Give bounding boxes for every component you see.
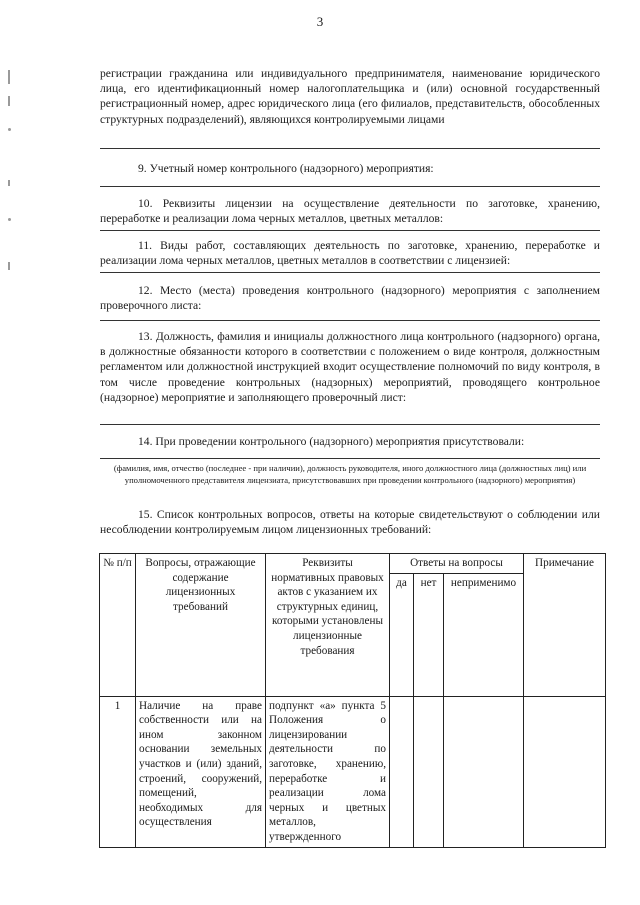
item-9-text: 9. Учетный номер контрольного (надзорного) мероприятия: <box>138 162 434 175</box>
scan-artifact <box>8 180 10 186</box>
table-row <box>100 696 606 847</box>
item-9 <box>100 161 600 176</box>
row-requisite: подпункт «а» пункта 5 Положения о лицензировании деятельности по заготовке, хранению, переработке и реализации лома черных и цветных металлов, утвержденного <box>266 696 390 847</box>
scan-artifact <box>8 70 10 84</box>
item-14-caption: (фамилия, имя, отчество (последнее - при наличии), должность руководителя, иного должностного лица (должностных лиц) или уполномоченного представителя лицензиата, присутствовавших при проведении контрольного (надзорного) мероприятия) <box>113 463 587 485</box>
fill-line <box>100 424 600 425</box>
item-15 <box>100 507 600 537</box>
item-12 <box>100 283 600 313</box>
item-14 <box>100 434 600 449</box>
item-13 <box>100 329 600 405</box>
header-note: Примечание <box>524 554 606 697</box>
item-11-text: 11. Виды работ, составляющих деятельность по заготовке, хранению, переработке и реализации лома черных металлов, цветных металлов в соответствии с лицензией: <box>100 239 600 268</box>
fill-line <box>100 458 600 459</box>
header-na: неприменимо <box>444 573 524 696</box>
item-15-text: 15. Список контрольных вопросов, ответы на которые свидетельствуют о соблюдении или несоблюдении контролируемым лицом лицензионных требований: <box>100 508 600 537</box>
scan-artifact <box>8 96 10 106</box>
fill-line <box>100 230 600 231</box>
header-questions: Вопросы, отражающие содержание лицензионных требований <box>136 554 266 697</box>
row-answer-yes[interactable] <box>390 696 414 847</box>
header-no: нет <box>414 573 444 696</box>
row-answer-no[interactable] <box>414 696 444 847</box>
row-answer-na[interactable] <box>444 696 524 847</box>
header-answers: Ответы на вопросы <box>390 554 524 574</box>
paragraph-registration-text: регистрации гражданина или индивидуального предпринимателя, наименование юридического лица, его идентификационный номер налогоплательщика и (или) основной государственный регистрационный номер, адрес юридического лица (его филиалов, представительств, обособленных структурных подразделений), являющихся контролируемыми лицами <box>100 67 600 126</box>
item-11 <box>100 238 600 268</box>
page-number: 3 <box>316 14 324 29</box>
fill-line <box>100 148 600 149</box>
checklist-table <box>99 553 606 848</box>
item-10-text: 10. Реквизиты лицензии на осуществление деятельности по заготовке, хранению, переработке и реализации лома черных металлов, цветных металлов: <box>100 197 600 226</box>
scan-artifact <box>8 262 10 270</box>
item-13-text: 13. Должность, фамилия и инициалы должностного лица контрольного (надзорного) органа, в должностные обязанности которого в соответствии с положением о виде контроля, должностным регламентом или должностной инструкцией входит осуществление полномочий по виду контроля, в том числе проведение контрольных (надзорных) мероприятий, проводящего контрольное (надзорное) мероприятие и заполняющего проверочный лист: <box>100 330 600 404</box>
table-header-row <box>100 554 606 574</box>
scan-artifact <box>8 218 11 221</box>
item-12-text: 12. Место (места) проведения контрольного (надзорного) мероприятия с заполнением проверочного листа: <box>100 284 600 313</box>
header-num: № п/п <box>100 554 136 697</box>
item-14-text: 14. При проведении контрольного (надзорного) мероприятия присутствовали: <box>138 435 525 448</box>
header-yes: да <box>390 573 414 696</box>
scan-artifact <box>8 128 11 131</box>
paragraph-registration <box>100 66 600 127</box>
item-10 <box>100 196 600 226</box>
row-note[interactable] <box>524 696 606 847</box>
fill-line <box>100 320 600 321</box>
fill-line <box>100 272 600 273</box>
row-question: Наличие на праве собственности или на ином законном основании земельных участков и (или) зданий, строений, сооружений, помещений, необходимых для осуществления <box>136 696 266 847</box>
row-num: 1 <box>100 696 136 847</box>
fill-line <box>100 186 600 187</box>
header-requisites: Реквизиты нормативных правовых актов с указанием их структурных единиц, которыми установлены лицензионные требования <box>266 554 390 697</box>
